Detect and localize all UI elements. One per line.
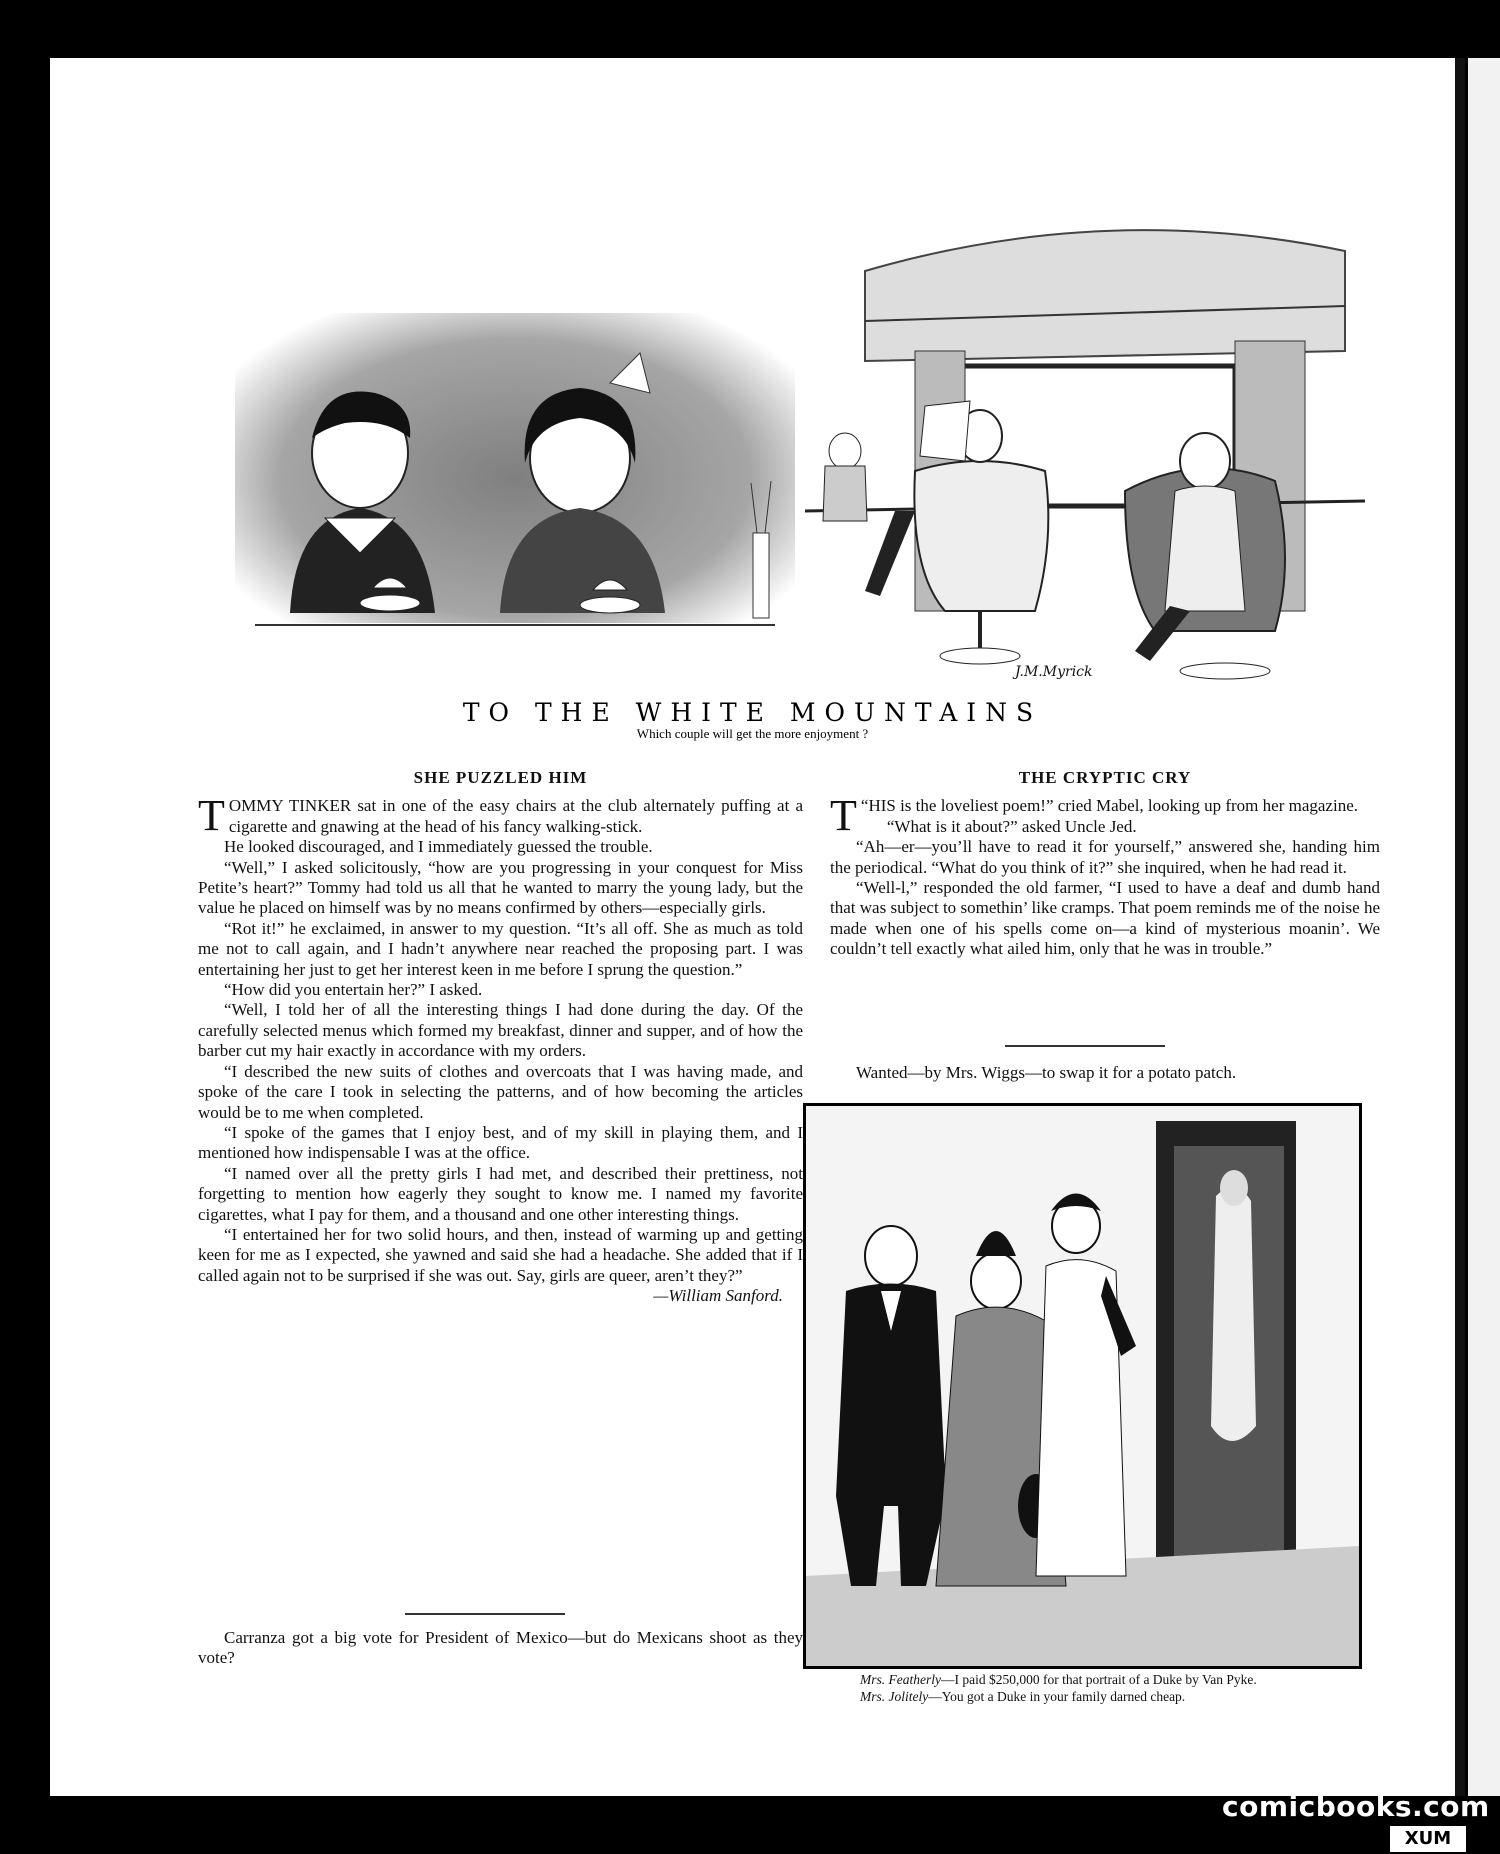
left-article-para-3: “Rot it!” he exclaimed, in answer to my question. “It’s all off. She as much as told me not to call again, and I hadn’t anywhere near reached the proposing part. I was entertaining her just to get her interest keen in me before I sprung the question.” bbox=[198, 918, 803, 979]
caption-line-1: Mrs. Featherly—I paid $250,000 for that portrait of a Duke by Van Pyke. bbox=[860, 1672, 1257, 1687]
left-filler-item: Carranza got a big vote for President of Mexico—but do Mexicans shoot as they vote? bbox=[198, 1628, 803, 1668]
left-article-para-4: “How did you entertain her?” I asked. bbox=[224, 980, 483, 1000]
left-article-para-2: “Well,” I asked solicitously, “how are you progressing in your conquest for Miss Petite’s heart?” Tommy had told us all that he wanted to marry the young lady, but the value he placed on himself was by no means confirmed by others—especially girls. bbox=[198, 857, 803, 918]
right-article-para-0: “ T HIS is the loveliest poem!” cried Mabel, looking up from her magazine. bbox=[830, 791, 1358, 841]
page-subtitle: Which couple will get the more enjoyment ? bbox=[636, 726, 869, 741]
right-article bbox=[830, 768, 1380, 960]
illustration-railway-car bbox=[805, 211, 1365, 696]
dropcap: T bbox=[830, 791, 857, 841]
page-title: TO THE WHITE MOUNTAINS bbox=[462, 698, 1043, 727]
right-article-para-3: “Well-l,” responded the old farmer, “I used to have a deaf and dumb hand that was subject to somethin’ like cramps. That poem reminds me of the noise he made when one of his spells come on—a kind of mysterious moanin’. We couldn’t tell exactly what ailed him, only that he was in trouble.” bbox=[830, 878, 1380, 959]
caption-line-2: Mrs. Jolitely—You got a Duke in your family darned cheap. bbox=[860, 1689, 1186, 1704]
left-article-para-1: He looked discouraged, and I immediately guessed the trouble. bbox=[224, 837, 653, 857]
right-filler-item: Wanted—by Mrs. Wiggs—to swap it for a potato patch. bbox=[856, 1063, 1237, 1082]
cartoon-caption bbox=[820, 1671, 1360, 1705]
watermark-tag: XUM bbox=[1390, 1826, 1466, 1852]
right-article-para-2: “Ah—er—you’ll have to read it for yourself,” answered she, handing him the periodical. “What do you think of it?” she inquired, when he had read it. bbox=[830, 837, 1380, 877]
right-article-heading: THE CRYPTIC CRY bbox=[1018, 768, 1192, 787]
left-article bbox=[198, 768, 803, 1307]
illustration-duke-portrait bbox=[803, 1103, 1362, 1669]
left-article-para-9: “I entertained her for two solid hours, and then, instead of warming up and getting keen for me as I expected, she yawned and said she had a headache. She added that if I called again not to be surprised if she was out. Say, girls are queer, aren’t they?” bbox=[198, 1224, 803, 1285]
left-article-para-6: “I described the new suits of clothes and overcoats that I was having made, and spoke of the care I took in selecting the patterns, and of how becoming the articles would be to me when completed. bbox=[198, 1061, 803, 1122]
scan-left-edge bbox=[0, 0, 50, 1854]
book-spine bbox=[1455, 58, 1465, 1796]
left-article-para-7: “I spoke of the games that I enjoy best, and of my skill in playing them, and I mentioned how indispensable I was at the office. bbox=[198, 1122, 803, 1163]
artist-signature: J.M.Myrick bbox=[1015, 664, 1093, 680]
left-article-para-0: TOMMY TINKER sat in one of the easy chairs at the club alternately puffing at a cigarette and gnawing at the head of his fancy walking-stick. bbox=[198, 791, 803, 841]
left-article-para-8: “I named over all the pretty girls I had met, and described their prettiness, not forgetting to mention how eagerly they sought to know me. I named my favorite cigarettes, what I pay for them, and a thousand and one other interesting things. bbox=[198, 1163, 803, 1224]
magazine-page bbox=[50, 58, 1455, 1796]
author-signature: —William Sanford. bbox=[653, 1286, 783, 1306]
dropcap: T bbox=[198, 791, 225, 841]
illustration-children-soda bbox=[235, 313, 795, 703]
next-page-edge bbox=[1465, 58, 1500, 1796]
watermark-brand: comicbooks.com bbox=[1222, 1790, 1490, 1823]
right-divider bbox=[1005, 1045, 1165, 1047]
left-divider bbox=[405, 1613, 565, 1615]
left-article-heading: SHE PUZZLED HIM bbox=[413, 768, 588, 787]
left-article-para-5: “Well, I told her of all the interesting things I had done during the day. Of the carefully selected menus which formed my breakfast, dinner and supper, and of how the barber cut my hair exactly in accordance with my orders. bbox=[198, 1000, 803, 1061]
right-article-para-1: “What is it about?” asked Uncle Jed. bbox=[886, 816, 1137, 836]
